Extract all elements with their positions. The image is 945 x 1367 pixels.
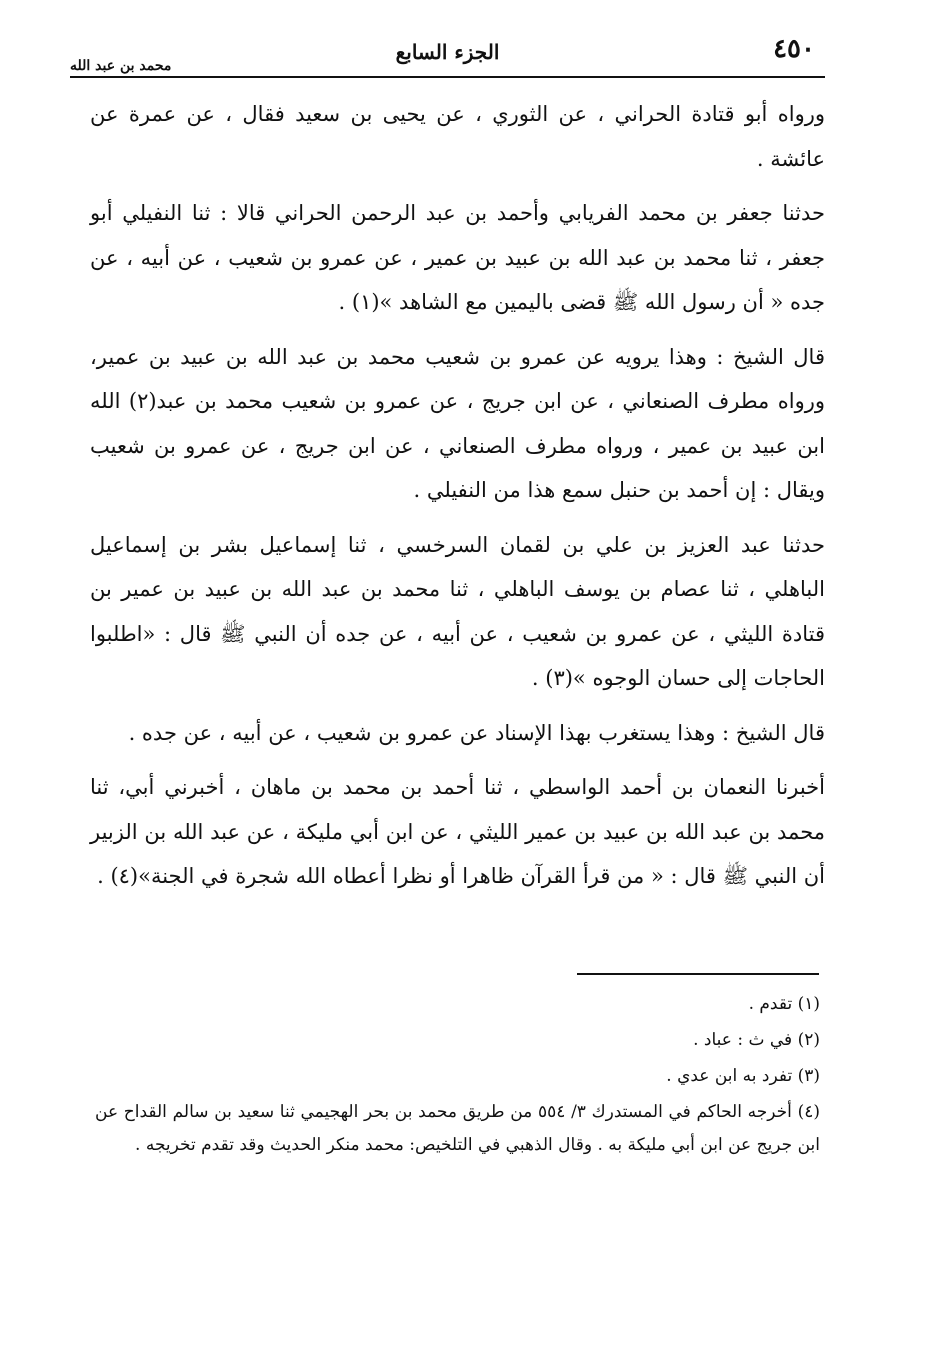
page-number: ٤٥٠ bbox=[773, 34, 815, 64]
footnote: (١) تقدم . bbox=[748, 994, 820, 1014]
paragraph: أخبرنا النعمان بن أحمد الواسطي ، ثنا أحمد بن محمد بن ماهان ، أخبرني أبي، ثنا محمد بن عبد الله بن عبيد بن عمير الليثي ، عن ابن أبي مليكة ، عن عبد الله بن الزبير أن النبي ﷺ قال : « من قرأ القرآن ظاهرا أو نظرا أعطاه الله شجرة في الجنة»(٤) . bbox=[90, 775, 825, 888]
footnote: (٤) أخرجه الحاكم في المستدرك ٣/ ٥٥٤ من طريق محمد بن بحر الهجيمي ثنا سعيد بن سالم القداح عن ابن جريج عن ابن أبي مليكة به . وقال الذهبي في التلخيص: محمد منكر الحديث وقد تقدم تخريجه . bbox=[95, 1102, 820, 1155]
footnotes bbox=[95, 988, 820, 1165]
footnote: (٣) تفرد به ابن عدي . bbox=[666, 1066, 820, 1086]
page-header bbox=[70, 34, 825, 78]
footnote: (٢) في ث : عباد . bbox=[693, 1030, 820, 1050]
paragraph: قال الشيخ : وهذا يستغرب بهذا الإسناد عن عمرو بن شعيب ، عن أبيه ، عن جده . bbox=[128, 720, 825, 745]
volume-title: الجزء السابع bbox=[395, 40, 500, 64]
main-text bbox=[90, 92, 825, 909]
paragraph: حدثنا جعفر بن محمد الفريابي وأحمد بن عبد الرحمن الحراني قالا : ثنا النفيلي أبو جعفر ، ثنا محمد بن عبد الله بن عبيد بن عمير ، عن عمرو بن شعيب ، عن أبيه ، عن جده « أن رسول الله ﷺ قضى باليمين مع الشاهد »(١) . bbox=[90, 201, 825, 314]
paragraph: ورواه أبو قتادة الحراني ، عن الثوري ، عن يحيى بن سعيد فقال ، عن عمرة عن عائشة . bbox=[90, 102, 825, 171]
header-name: محمد بن عبد الله bbox=[70, 58, 172, 74]
paragraph: قال الشيخ : وهذا يرويه عن عمرو بن شعيب محمد بن عبد الله بن عبيد بن عمير، ورواه مطرف الصنعاني ، عن ابن جريج ، عن عمرو بن شعيب محمد بن عبد(٢) الله ابن عبيد بن عمير ، ورواه مطرف الصنعاني ، عن ابن جريج ، عن عمرو بن شعيب ويقال : إن أحمد بن حنبل سمع هذا من النفيلي . bbox=[90, 344, 825, 502]
paragraph: حدثنا عبد العزيز بن علي بن لقمان السرخسي ، ثنا إسماعيل بشر بن إسماعيل الباهلي ، ثنا عصام بن يوسف الباهلي ، ثنا محمد بن عبد الله بن عبيد بن عمير بن قتادة الليثي ، عن عمرو بن شعيب ، عن أبيه ، عن جده أن النبي ﷺ قال : «اطلبوا الحاجات إلى حسان الوجوه »(٣) . bbox=[90, 532, 825, 690]
footnote-divider bbox=[577, 973, 819, 975]
